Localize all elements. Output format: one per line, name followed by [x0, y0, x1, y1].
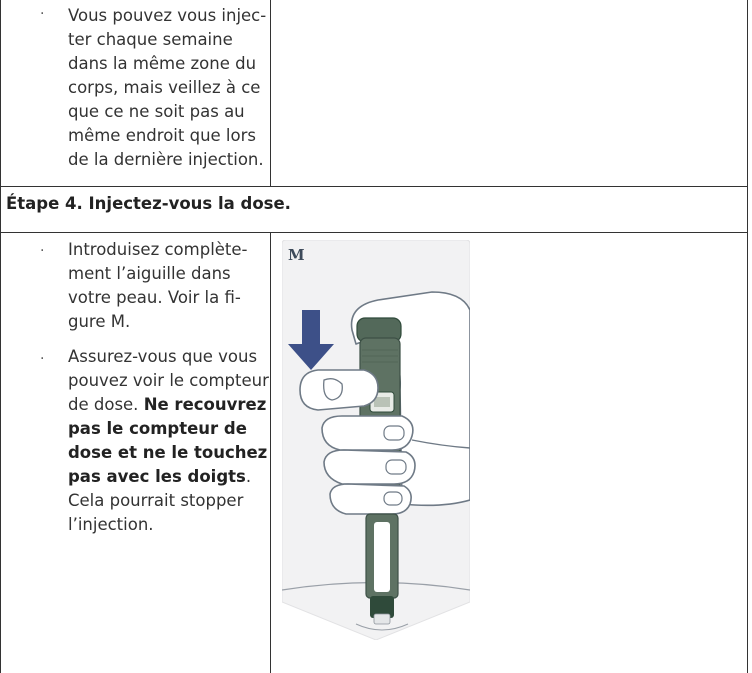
bold-warning: pas avec les doigts: [68, 467, 246, 486]
text-line: [68, 465, 269, 489]
bullet-marker: ·: [40, 6, 45, 22]
bold-warning: Ne recouvrez: [143, 395, 267, 414]
text-line: pouvez voir le compteur: [68, 371, 269, 390]
text-line: Vous pouvez vous injec-: [68, 6, 267, 25]
text-line: Introduisez complète-: [68, 240, 248, 259]
row-divider-1: [0, 186, 748, 187]
row-divider-2: [0, 232, 748, 233]
insert-needle-text: [68, 238, 248, 334]
text-fragment: de dose.: [68, 395, 144, 414]
text-line: [68, 393, 269, 417]
text-line: que ce ne soit pas au: [68, 102, 245, 121]
text-line: même endroit que lors: [68, 126, 256, 145]
bold-warning: dose et ne le touchez: [68, 443, 268, 462]
hand-pen-injection-icon: [282, 240, 470, 640]
text-line: votre peau. Voir la fi-: [68, 288, 241, 307]
column-divider-top: [270, 0, 271, 187]
text-line: ment l’aiguille dans: [68, 264, 231, 283]
text-line: corps, mais veillez à ce: [68, 78, 261, 97]
text-line: dans la même zone du: [68, 54, 257, 73]
text-line: Cela pourrait stopper: [68, 491, 244, 510]
injection-site-text: [68, 4, 266, 172]
text-fragment: .: [245, 467, 252, 486]
bullet-marker: ·: [40, 243, 45, 259]
column-divider-bottom: [270, 233, 271, 673]
table-border-left: [0, 0, 1, 673]
text-line: l’injection.: [68, 515, 154, 534]
figure-m-illustration: [282, 240, 470, 640]
text-line: de la dernière injection.: [68, 150, 264, 169]
text-line: Assurez-vous que vous: [68, 347, 258, 366]
bullet-marker: ·: [40, 351, 45, 367]
dose-counter-text: [68, 345, 269, 537]
text-line: ter chaque semaine: [68, 30, 233, 49]
figure-label: M: [288, 246, 305, 264]
text-line: gure M.: [68, 312, 131, 331]
table-border-right: [747, 0, 748, 673]
step-heading: Étape 4. Injectez-vous la dose.: [6, 194, 291, 213]
bold-warning: pas le compteur de: [68, 419, 247, 438]
